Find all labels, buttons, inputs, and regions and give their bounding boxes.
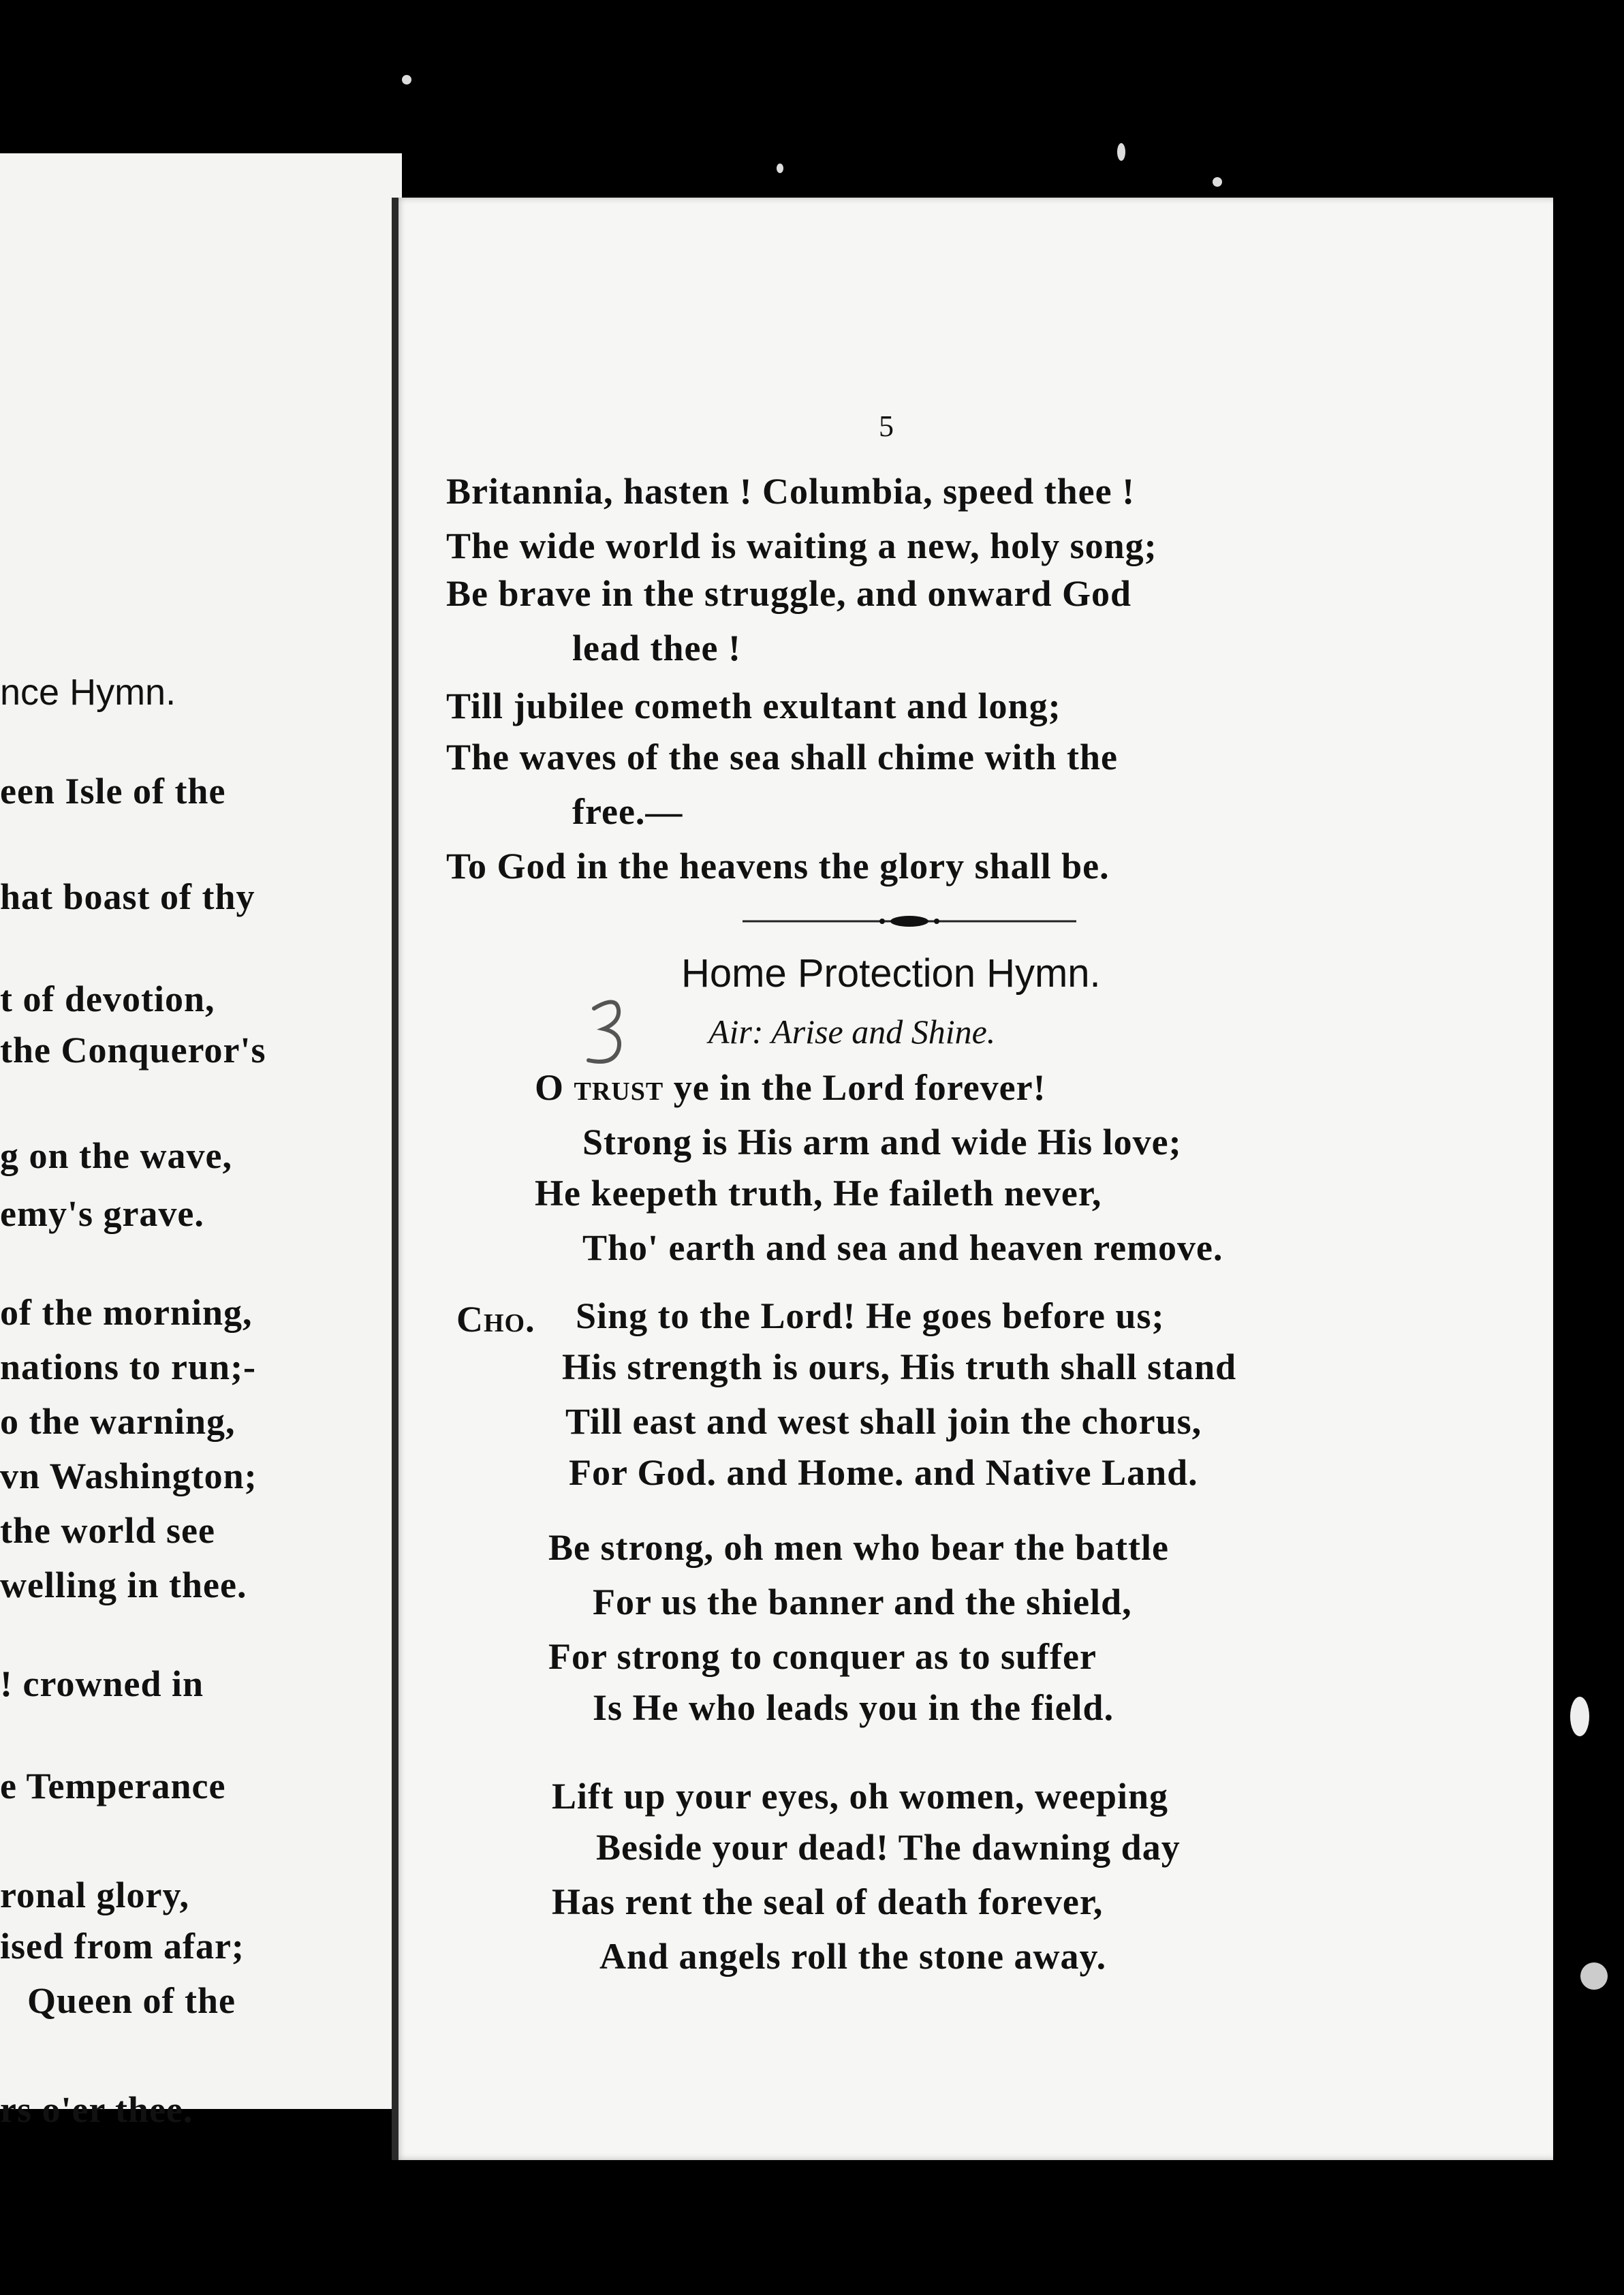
- dust-speck: [1580, 1962, 1608, 1990]
- dust-speck: [1117, 143, 1125, 161]
- verse2-line: Is He who leads you in the field.: [593, 1687, 1114, 1728]
- dust-speck: [1570, 1697, 1589, 1736]
- chorus-line: Sing to the Lord! He goes before us;: [576, 1295, 1165, 1336]
- left-page-line: o the warning,: [0, 1401, 236, 1442]
- left-page-line: ! crowned in: [0, 1663, 204, 1704]
- left-page: [0, 153, 402, 2130]
- verse1-smallcaps: trust: [574, 1067, 664, 1108]
- left-page-line: Queen of the: [27, 1980, 236, 2021]
- air-label: Air:: [708, 1013, 764, 1051]
- left-page-line: t of devotion,: [0, 979, 215, 1019]
- hymn-air: [708, 1012, 995, 1051]
- dust-speck: [777, 164, 783, 173]
- left-page-line: e Temperance: [0, 1766, 226, 1806]
- chorus-label: Cho.: [456, 1299, 535, 1340]
- verse-line: Till jubilee cometh exultant and long;: [446, 686, 1061, 726]
- verse-line: lead thee !: [572, 628, 741, 668]
- verse2-line: For us the banner and the shield,: [593, 1582, 1132, 1622]
- left-page-line: een Isle of the: [0, 771, 226, 812]
- verse2-line: Be strong, oh men who bear the battle: [548, 1527, 1169, 1568]
- left-page-line: rs o'er thee.: [0, 2089, 193, 2130]
- left-page-line: emy's grave.: [0, 1193, 204, 1234]
- handwritten-margin-mark: [579, 995, 634, 1070]
- chorus-line: His strength is ours, His truth shall stand: [562, 1346, 1237, 1387]
- verse3-line: And angels roll the stone away.: [599, 1936, 1107, 1977]
- verse1-line: He keepeth truth, He faileth never,: [535, 1173, 1102, 1214]
- left-page-line: ronal glory,: [0, 1875, 190, 1915]
- air-value: Arise and Shine.: [771, 1013, 996, 1051]
- left-page-line: ised from afar;: [0, 1926, 245, 1967]
- ornamental-divider: [743, 913, 1076, 929]
- chorus-line: Till east and west shall join the chorus,: [565, 1401, 1202, 1442]
- left-page-line: hat boast of thy: [0, 876, 255, 917]
- left-page-line: the world see: [0, 1510, 215, 1551]
- left-page-line: the Conqueror's: [0, 1030, 266, 1071]
- verse-line: free.—: [572, 791, 683, 832]
- verse-line: Britannia, hasten ! Columbia, speed thee !: [446, 471, 1136, 512]
- page-gutter: [392, 198, 399, 2160]
- verse2-line: For strong to conquer as to suffer: [548, 1636, 1097, 1677]
- left-page-title: nce Hymn.: [0, 672, 176, 713]
- verse3-line: Lift up your eyes, oh women, weeping: [552, 1776, 1169, 1817]
- left-page-line: welling in thee.: [0, 1565, 247, 1605]
- dust-speck: [402, 75, 411, 84]
- verse-line: The wide world is waiting a new, holy song;: [446, 525, 1157, 566]
- left-page-line: nations to run;-: [0, 1346, 257, 1387]
- verse1-line: Tho' earth and sea and heaven remove.: [582, 1227, 1223, 1268]
- page-number: 5: [879, 410, 894, 443]
- verse3-line: Beside your dead! The dawning day: [596, 1827, 1181, 1868]
- dust-speck: [1213, 177, 1222, 187]
- left-page-line: of the morning,: [0, 1292, 253, 1333]
- verse-line: The waves of the sea shall chime with the: [446, 737, 1118, 777]
- verse3-line: Has rent the seal of death forever,: [552, 1881, 1104, 1922]
- verse1-dropcap: O: [535, 1067, 574, 1108]
- hymn-title: Home Protection Hymn.: [681, 951, 1101, 996]
- verse1-line: Strong is His arm and wide His love;: [582, 1122, 1182, 1162]
- chorus-line: For God. and Home. and Native Land.: [569, 1452, 1198, 1493]
- verse-line: Be brave in the struggle, and onward God: [446, 573, 1132, 614]
- verse1-line: [535, 1066, 1046, 1109]
- left-page-line: vn Washington;: [0, 1455, 257, 1496]
- left-page-line: g on the wave,: [0, 1135, 232, 1176]
- verse1-rest: ye in the Lord forever!: [663, 1067, 1046, 1108]
- verse-line: To God in the heavens the glory shall be.: [446, 846, 1110, 887]
